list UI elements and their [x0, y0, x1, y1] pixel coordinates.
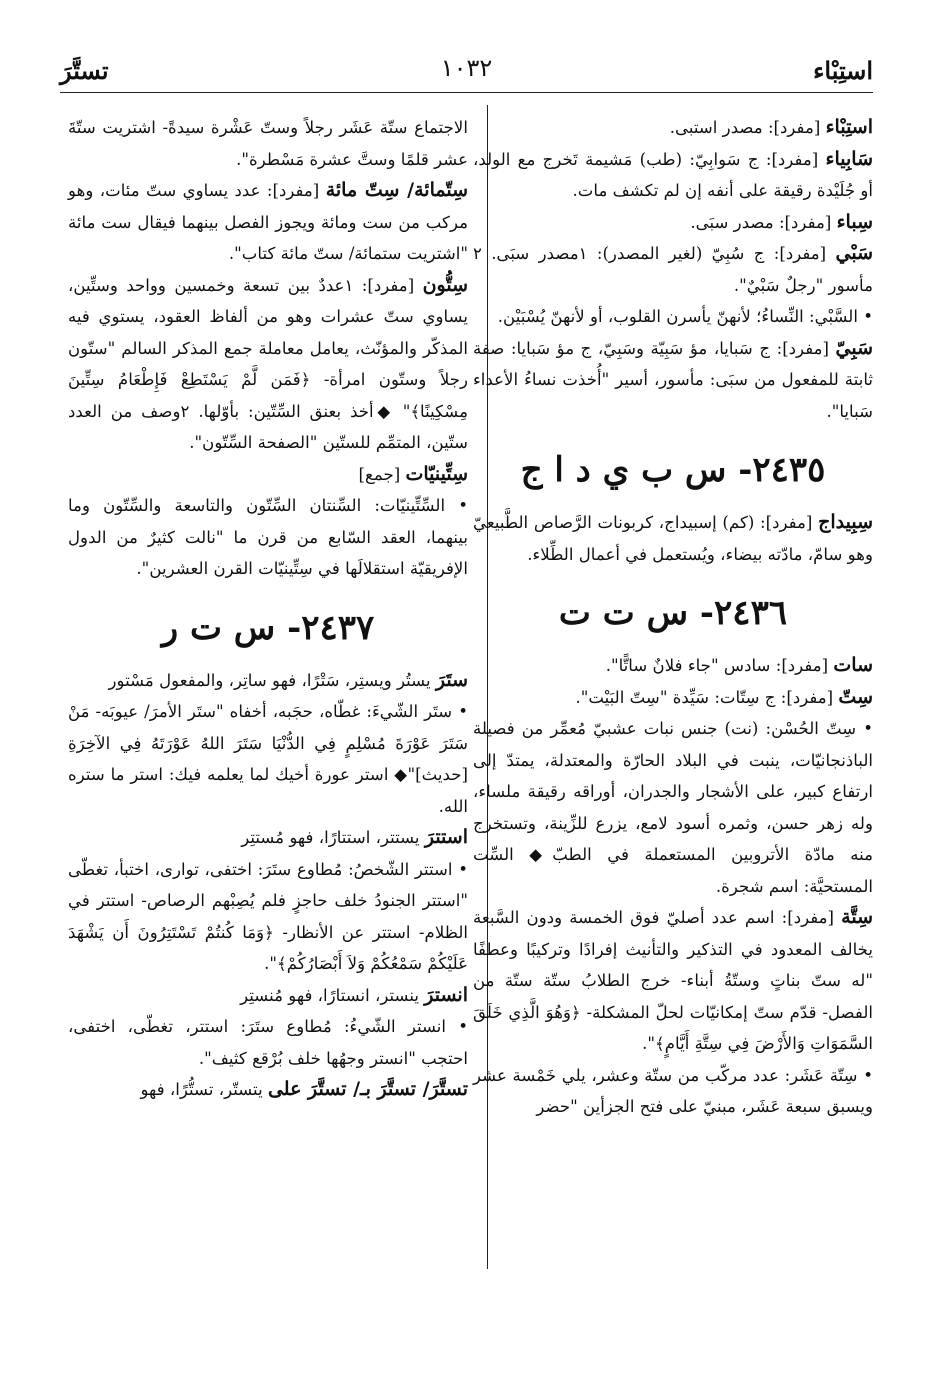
left-column: [68, 112, 468, 1106]
headword: سِباء: [836, 210, 873, 233]
sense-paragraph: [68, 696, 468, 822]
headword: سِتّمائة/ سِتّ مائة: [325, 179, 469, 201]
headword: سَابِياء: [825, 147, 873, 170]
sense-paragraph: [473, 713, 873, 902]
page-header: [60, 48, 873, 88]
entry-text: [مفرد]: سادس "جاء فلانٌ ساتًّا".: [605, 656, 829, 675]
right-column: [473, 112, 873, 1123]
dictionary-entry: [473, 238, 873, 301]
headword: تستَّرَ/ تستَّرَ بـ/ تستَّرَ على: [267, 1078, 468, 1100]
entry-text: [مفرد]: ج سَبايا، مؤ سَبِيّة وسَبِيّ، ج مؤ سَبايا: صفة ثابتة للمفعول من سبَى: مأسور، أسير "أُخذت نساءُ الأعداء سَبايا".: [473, 338, 873, 421]
entry-text: [مفرد]: ١عددٌ بين تسعة وخمسين وواحد وستِّين، يساوي ستّ عشرات وهو من ألفاظ العقود، يستوي فيه المذكّر والمؤنّث، يعامل معاملة جمع المذكر السالم "ستّون رجلاً وستّون امرأة- ﴿فَمَن لَّمْ يَسْتَطِعْ فَإِطْعَامُ سِتِّينَ مِسْكِينًا﴾" ◆أخذ بعنق السِّتّين: بأوّلها. ٢وصف من العدد ستّين، المتمِّم للستّين "الصفحة السِّتّون".: [68, 275, 468, 452]
entry-text: [مفرد]: (كم) إسبيداج، كربونات الرَّصاص الطَّبيعيّ وهو سامّ، مادّته بيضاء، ويُستعمل في أعمال الطِّلاء.: [473, 513, 873, 564]
headword: سِتّ: [838, 685, 873, 708]
sense-paragraph: [68, 1011, 468, 1074]
headword: سَبْي: [835, 242, 873, 264]
entry-text: [مفرد]: عدد يساوي ستّ مئات، وهو مركب من ست ومائة ويجوز الفصل بينهما فيقال ست مائة "اشتريت ستمائة/ ستّ مائة كتاب".: [68, 181, 468, 263]
headword: سِبِيداج: [818, 511, 873, 533]
dictionary-entry: [473, 902, 873, 1060]
header-rule: [60, 92, 873, 93]
headword: سات: [833, 654, 873, 676]
header-last-word: تستَّرَ: [60, 56, 109, 85]
entry-text: [مفرد]: ج سَوابِيّ: (طب) مَشيمة تَخرج مع الولد، أو جُلَيْدة رقيقة على أنفه إن لم تكشف مات.: [473, 149, 873, 200]
entry-text: [مفرد]: مصدر استبى.: [669, 118, 821, 137]
sense-paragraph: [473, 1060, 873, 1123]
entry-text: [مفرد]: اسم عدد أصليّ فوق الخمسة ودون السَّبعة يخالف المعدود في التذكير والتأنيث إفرادًا وتركيبًا وعطفًا "له ستّ بناتٍ وستّةُ أبناء- خرج الطلابُ ستّة ستّة من الفصل- قدّم ستّ إمكانيّات لحلّ المشكلة- ﴿وَهُوَ الَّذِي خَلَقَ السَّمَوَاتِ وَالأَرْضَ فِي سِتَّةِ أَيَّامٍ﴾".: [473, 908, 873, 1053]
dictionary-entry: [68, 665, 468, 697]
entry-text: [مفرد]: ج سِتّات: سَيِّدة "سِتّ البَيْت".: [575, 687, 834, 707]
entry-text: • سِتّ الحُسْن: (نت) جنس نبات عشبيّ مُعمِّر من فصيلة الباذنجانيّات، ينبت في البلاد الحارّة والمعتدلة، يمتدّ إلى ارتفاع كبير، على الأشجار والجدران، أوراقه رقيقة ملساء، وله زهر حسن، وثمره أسود لامع، يزرع للزِّينة، وتستخرج منه مادّة الأتروبين المستعملة في الطبّ◆ السِّت المستحيَّة: اسم شجرة.: [473, 719, 873, 896]
headword: سِتُّون: [422, 273, 469, 296]
root-heading: ٢٤٣٥- س ب ي د ا ج: [520, 450, 826, 490]
dictionary-entry: [68, 175, 468, 270]
entry-text: • السَّبْي: النِّساءُ؛ لأنهنّ يأسرن القلوب، أو لأنهنّ يُسْبَيْن.: [497, 307, 873, 326]
entry-text: [مفرد]: مصدر سبَى.: [690, 212, 832, 232]
dictionary-entry: [473, 507, 873, 570]
entry-text: • ستَر الشّيءَ: غطّاه، حجَبه، أخفاه "ستَر الأمرَ/ عيوبَه- مَنْ سَتَرَ عَوْرَةَ مُسْلِمٍ فِي الدُّنْيَا سَتَرَ اللهُ عَوْرَتَهُ فِي الآخِرَةِ [حديث]"◆ استر عورة أخيك لما يعلمه فيك: استر ما ستره الله.: [68, 702, 468, 816]
entry-text: [مفرد]: ج سُبِيّ (لغير المصدر): ١مصدر سبَى. ٢ مأسور "رجلٌ سَبْيٌ".: [473, 244, 873, 295]
dictionary-entry: [473, 682, 873, 714]
dictionary-entry: [473, 112, 873, 144]
entry-text: • سِتّة عَشَر: عدد مركّب من ستّة وعشر، يلي خَمْسة عشر ويسبق سبعة عَشَر، مبنيّ على فتح الجزأين "حضر: [473, 1065, 873, 1116]
dictionary-entry: [68, 980, 468, 1012]
entry-text: [جمع]: [358, 464, 401, 484]
root-heading: ٢٤٣٦- س ت ت: [558, 593, 788, 633]
dictionary-entry: [473, 650, 873, 682]
entry-text: • السِّتِّينيّات: السِّنتان السِّتّون والتاسعة والسِّتّون وما بينهما، العقد السّابع من قرن ما "نالت كثيرٌ من الدول الإفريقيّة استقلالَها في سِتِّينيّات القرن العشرين".: [68, 496, 468, 578]
sense-paragraph: [68, 112, 468, 175]
dictionary-entry: [68, 459, 468, 491]
headword: سَبِيّ: [835, 336, 873, 359]
headword: سِتَّة: [841, 906, 873, 928]
headword: استترَ: [424, 826, 468, 848]
entry-text: يستتر، استتارًا، فهو مُستتِر: [241, 828, 420, 847]
sense-paragraph: [68, 490, 468, 585]
headword: سِتِّينيّات: [405, 462, 468, 485]
header-first-word: استِبْاء: [813, 56, 873, 85]
headword: انسترَ: [424, 983, 468, 1006]
entry-text: ينستر، انستارًا، فهو مُنستِر: [240, 985, 419, 1005]
entry-text: الاجتماع ستّة عَشَر رجلاً وستّ عَشْرة سيدةً- اشتريت ستّةَ عشر قلمًا وستَّ عشرة مَسْطرة".: [68, 118, 468, 169]
sense-paragraph: [473, 301, 873, 333]
entry-text: يتستّر، تستُّرًا، فهو: [140, 1080, 263, 1099]
dictionary-entry: [473, 207, 873, 239]
entry-text: • انستر الشّيءُ: مُطاوع ستَرَ: استتر، تغطّى، اختفى، احتجب "انستر وجهُها خلف بُرْقع كثيف".: [68, 1017, 468, 1068]
dictionary-entry: [68, 822, 468, 854]
sense-paragraph: [68, 854, 468, 980]
entry-text: يستُر ويستِر، سَتْرًا، فهو ساتِر، والمفعول مَسْتور: [108, 670, 431, 690]
root-heading: ٢٤٣٧- س ت ر: [161, 607, 375, 648]
dictionary-entry: [68, 1074, 468, 1106]
entry-text: • استتر الشّخصُ: مُطاوع ستَرَ: اختفى، توارى، اختبأ، تغطّى "استتر الجنودُ خلف حاجزٍ فلم يُصِبْهم الرصاص- استتر في الظلام- استتر عن الأنظار- ﴿وَمَا كُنتُمْ تَسْتَتِرُونَ أَن يَشْهَدَ عَلَيْكُمْ سَمْعُكُمْ وَلاَ أَبْصَارُكُمْ﴾".: [68, 859, 468, 973]
dictionary-entry: [68, 270, 468, 459]
dictionary-entry: [473, 144, 873, 207]
headword: استِبْاء: [825, 116, 873, 138]
dictionary-entry: [473, 333, 873, 428]
headword: ستَرَ: [435, 668, 468, 691]
page-number: ١٠٣٢: [440, 54, 493, 82]
